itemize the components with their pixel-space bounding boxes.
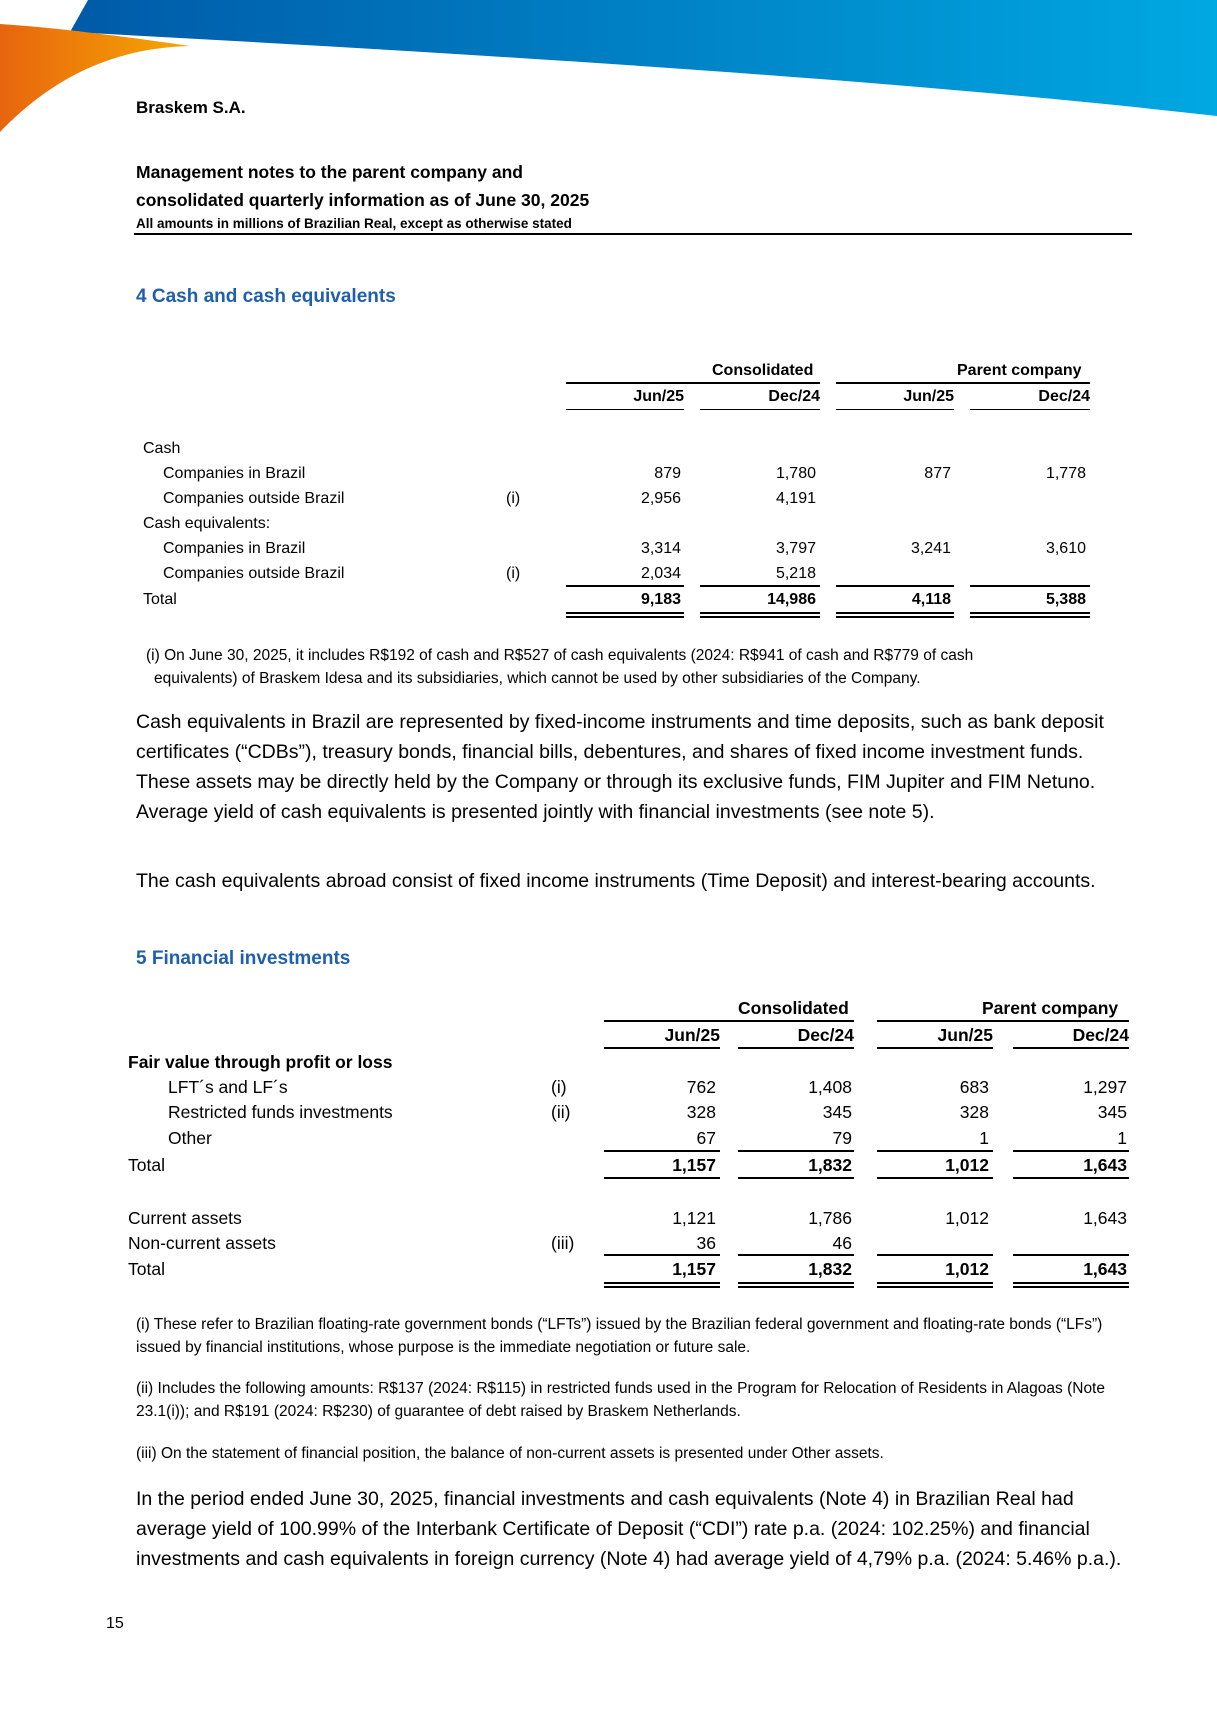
table-row: Companies outside Brazil (i) 2,956 4,191 (163, 490, 816, 507)
col-header: Jun/25 (664, 1025, 720, 1045)
table-row: Companies in Brazil 879 1,780 877 1,778 (163, 465, 1086, 482)
table-row: Restricted funds investments (ii) 328 345 328 345 (168, 1102, 1127, 1122)
group-header-parent: Parent company (982, 998, 1119, 1018)
total-row: Total 1,157 1,832 1,012 1,643 (128, 1259, 1127, 1279)
total-row: Total 9,183 14,986 4,118 5,388 (143, 591, 1086, 608)
table-row: Non-current assets (iii) 36 46 (128, 1233, 852, 1253)
col-header: Dec/24 (768, 388, 820, 405)
col-header: Jun/25 (633, 388, 684, 405)
document-header (136, 158, 1131, 231)
group-header-parent: Parent company (957, 362, 1082, 379)
col-header: Jun/25 (903, 388, 954, 405)
section4-paragraph2: The cash equivalents abroad consist of fixed income instruments (Time Deposit) and interest-bearing accounts. (136, 870, 1096, 892)
section4-title: 4 Cash and cash equivalents (136, 286, 396, 307)
group-header-consolidated: Consolidated (712, 362, 814, 379)
section5-paragraph: In the period ended June 30, 2025, financial investments and cash equivalents (Note 4) in Brazilian Real had average yield of 100.99% of the Interbank Certificate of Deposit (“CDI”) rate p.a. (2024: 102.25%) and financial investments and cash equivalents in foreign currency (Note 4) had average yield of 4,79% p.a. (2024: 5.46% p.a.). (136, 1488, 1122, 1570)
company-name: Braskem S.A. (136, 98, 246, 117)
table-row: Fair value through profit or loss (128, 1052, 393, 1072)
header-banner-graphic (0, 0, 1217, 140)
table-row: Cash equivalents: (143, 515, 271, 532)
table-row: Current assets 1,121 1,786 1,012 1,643 (128, 1208, 1127, 1228)
section5-footnote-iii: (iii) On the statement of financial position, the balance of non-current assets is presented under Other assets. (136, 1445, 884, 1462)
group-header-consolidated: Consolidated (738, 998, 849, 1018)
col-header: Jun/25 (937, 1025, 993, 1045)
section4-footnote: (i) On June 30, 2025, it includes R$192 of cash and R$527 of cash equivalents (2024: R$941 of cash and R$779 of cash equivalents) of Braskem Idesa and its subsidiaries, which cannot be used by other subsidiaries of the Company. (146, 647, 974, 687)
header-title-line1: Management notes to the parent company and (136, 162, 523, 182)
col-header: Dec/24 (1072, 1025, 1129, 1045)
section4-paragraph1: Cash equivalents in Brazil are represented by fixed-income instruments and time deposits, such as bank deposit certificates (“CDBs”), treasury bonds, financial bills, debentures, and shares of fixed income investment funds. These assets may be directly held by the Company or through its exclusive funds, FIM Jupiter and FIM Netuno. Average yield of cash equivalents is presented jointly with financial investments (see note 5). (136, 711, 1104, 823)
header-divider (134, 233, 1132, 235)
section5-title: 5 Financial investments (136, 948, 351, 969)
section5-footnote-i: (i) These refer to Brazilian floating-rate government bonds (“LFTs”) issued by the Brazilian federal government and floating-rate bonds (“LFs”) issued by financial institutions, whose purpose is the immediate negotiation or future sale. (136, 1316, 1103, 1356)
header-title-line2: consolidated quarterly information as of June 30, 2025 (136, 190, 590, 210)
table-row: Companies outside Brazil (i) 2,034 5,218 (163, 565, 816, 582)
section5-footnote-ii: (ii) Includes the following amounts: R$137 (2024: R$115) in restricted funds used in the Program for Relocation of Residents in Alagoas (Note 23.1(i)); and R$191 (2024: R$230) of guarantee of debt raised by Braskem Netherlands. (136, 1380, 1105, 1420)
col-header: Dec/24 (1038, 388, 1090, 405)
table-row: Companies in Brazil 3,314 3,797 3,241 3,610 (163, 540, 1086, 557)
header-subtitle: All amounts in millions of Brazilian Real, except as otherwise stated (136, 216, 572, 231)
col-header: Dec/24 (797, 1025, 854, 1045)
total-row: Total 1,157 1,832 1,012 1,643 (128, 1155, 1127, 1175)
table-row: Cash (143, 440, 181, 457)
page-number: 15 (106, 1615, 124, 1632)
table-row: LFT´s and LF´s (i) 762 1,408 683 1,297 (168, 1077, 1127, 1097)
table-row: Other 67 79 1 1 (168, 1128, 1127, 1148)
